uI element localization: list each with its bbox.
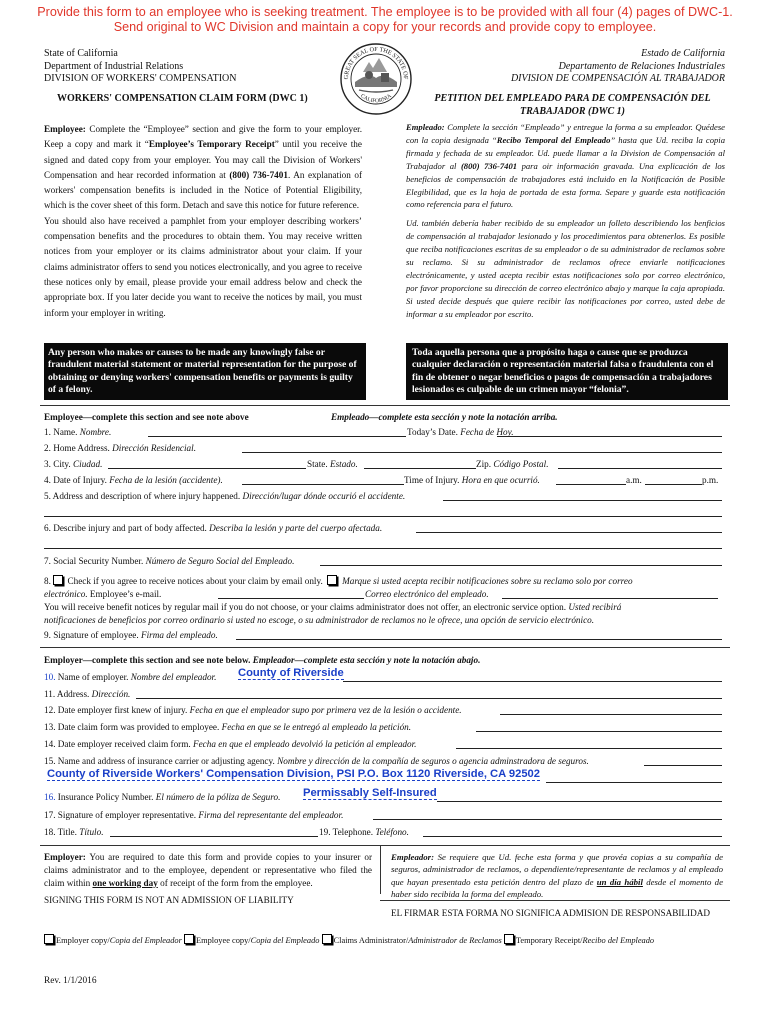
zip-field[interactable] bbox=[558, 468, 722, 469]
email-consent-checkbox[interactable] bbox=[53, 575, 63, 585]
form-title-en: WORKERS' COMPENSATION CLAIM FORM (DWC 1) bbox=[57, 93, 308, 104]
policy-number-field[interactable] bbox=[437, 801, 722, 802]
city-field[interactable] bbox=[108, 468, 306, 469]
label-date-employer-knew: 12. Date employer first knew of injury. Fecha en que el empleador supo por primera vez de la lesión o accidente. bbox=[44, 705, 462, 715]
claims-admin-copy-checkbox[interactable] bbox=[322, 934, 332, 944]
employer-name-field[interactable] bbox=[343, 681, 722, 682]
signing-disclaimer-es: EL FIRMAR ESTA FORMA NO SIGNIFICA ADMISION DE RESPONSABILIDAD bbox=[391, 908, 710, 918]
label-date-form-provided: 13. Date claim form was provided to employee. Fecha en que se le entregó al empleado la petición. bbox=[44, 722, 412, 732]
employee-email-field-es[interactable] bbox=[502, 598, 718, 599]
label-injury-description: 6. Describe injury and part of body affected. Describa la lesión y parte del cuerpo afectada. bbox=[44, 523, 383, 533]
date-form-received-field[interactable] bbox=[456, 748, 722, 749]
insurance-carrier-value[interactable]: County of Riverside Workers' Compensation Division, PSI P.O. Box 1120 Riverside, CA 92502 bbox=[47, 768, 541, 780]
label-name: 1. Name. Nombre. bbox=[44, 427, 112, 437]
header-left: State of California Department of Industrial Relations DIVISION OF WORKERS' COMPENSATION bbox=[44, 48, 237, 84]
employee-copy-checkbox[interactable] bbox=[184, 934, 194, 944]
am-pm-field[interactable] bbox=[645, 484, 702, 485]
employee-email-field[interactable] bbox=[218, 598, 364, 599]
label-state: State. Estado. bbox=[307, 459, 358, 469]
injury-location-field-2[interactable] bbox=[44, 516, 722, 517]
employer-section-heading: Employer—complete this section and see note below. Empleador—complete esta sección y note la notación abajo. bbox=[44, 655, 481, 665]
label-employee-signature: 9. Signature of employee. Firma del empleado. bbox=[44, 630, 218, 640]
fraud-warning-es: Toda aquella persona que a propósito haga o cause que se produzca cualquier declaración o representación material falsa o fraudulenta con el fin de obtener o negar beneficios o pagos de compensación a trabajadores lesionados es culpable de un crimen mayor “felonia”. bbox=[406, 343, 728, 400]
label-title: 18. Title. Título. bbox=[44, 827, 104, 837]
title-field[interactable] bbox=[110, 836, 318, 837]
california-seal-icon bbox=[339, 42, 413, 116]
injury-location-field[interactable] bbox=[443, 500, 722, 501]
home-address-field[interactable] bbox=[242, 452, 722, 453]
date-form-provided-field[interactable] bbox=[476, 731, 722, 732]
label-employer-name: 10. Name of employer. Nombre del empleador. bbox=[44, 672, 217, 682]
employer-note-en: Employer: You are required to date this form and provide copies to your insurer or claims administrator and to the employee, dependent or representative who filed the claim within one working day of receipt of the form from the employee. bbox=[44, 852, 372, 888]
injury-description-field[interactable] bbox=[416, 532, 722, 533]
label-time-of-injury: Time of Injury. Hora en que ocurrió. bbox=[404, 475, 540, 485]
label-zip: Zip. Código Postal. bbox=[476, 459, 549, 469]
signing-disclaimer-en: SIGNING THIS FORM IS NOT AN ADMISSION OF LIABILITY bbox=[44, 895, 294, 905]
label-am: a.m. bbox=[626, 475, 642, 485]
name-field[interactable] bbox=[148, 436, 406, 437]
intro-es: Empleado: Complete la sección “Empleado” y entregue la forma a su empleador. Quédese con la copia designada “Recibo Temporal del Empleado” hasta que Ud. reciba la copia firmada y fechada de su empleador. Ud. puede llamar a la Division de Compensación al Trabajador al (800) 736-7401 para oir información gravada. Una explicación de los beneficios de compensación de trabajadores está incluido en la Notificación de Posible Elegibilidad, que es la hoja de portada de esta forma. Separe y guarde esta notificación como referencia para el futuro. Ud. también debería haber recibido de su empleador un folleto describiendo los benficios de compensación al trabajador lesionado y los procedimientos para obtenerlos. Es posible que reciba notificaciones escritas de su empleador o de su administrador de reclamos sobre su reclamo. Si su administrador de reclamos ofrece enviarle notificaciones electrónicamente, y usted acepta recibir estas notificaciones solo por correo electrónico, por favor proporcione su dirección de correo electrónico abajo y marque la caja apropiada. Si usted decide después que quiere recibir las notificaciones por correo, usted debe de informar a su empleador por escrito. bbox=[406, 122, 725, 319]
label-todays-date: Today’s Date. Fecha de Hoy. bbox=[407, 427, 514, 437]
label-policy-number: 16. Insurance Policy Number. El número de la póliza de Seguro. bbox=[44, 792, 281, 802]
employer-rep-signature-field[interactable] bbox=[373, 819, 722, 820]
label-employee-email: electrónico. Employee’s e-mail. bbox=[44, 589, 162, 599]
fraud-warning-en: Any person who makes or causes to be made any knowingly false or fraudulent material statement or material representation for the purpose of obtaining or denying workers' compensation benefits or payments is guilty of a felony. bbox=[44, 343, 366, 400]
email-consent-checkbox-es[interactable] bbox=[327, 575, 337, 585]
label-telephone: 19. Telephone. Teléfono. bbox=[319, 827, 409, 837]
temporary-receipt-checkbox[interactable] bbox=[504, 934, 514, 944]
employee-signature-field[interactable] bbox=[236, 639, 722, 640]
label-city: 3. City. Ciudad. bbox=[44, 459, 103, 469]
electronic-service-note-2: notificaciones de beneficios por correo ordinario si usted no escoge, o su administrador de reclamos no le ofrece, una opción de servicio electrónico. bbox=[44, 615, 595, 625]
label-injury-location: 5. Address and description of where injury happened. Dirección/lugar dónde occurió el accidente. bbox=[44, 491, 406, 501]
label-date-form-received: 14. Date employer received claim form. Fecha en que el empleado devolvió la petición al empleador. bbox=[44, 739, 417, 749]
date-of-injury-field[interactable] bbox=[242, 484, 404, 485]
label-employer-rep-signature: 17. Signature of employer representative. Firma del representante del empleador. bbox=[44, 810, 344, 820]
intro-en: Employee: Complete the “Employee” section and give the form to your employer. Keep a copy and mark it “Employee’s Temporary Receipt” until you receive the signed and dated copy from your employer. You may call the Division of Workers' Compensation and hear recorded information at (800) 736-7401. An explanation of workers' compensation benefits is included in the Notice of Potential Eligibility, which is the cover sheet of this form. Detach and save this notice for future reference. You should also have received a pamphlet from your employer describing workers’ compensation benefits and the procedures to obtain them. You may receive written notices from your employer or its claims administrator about your claim. If your claims administrator offers to send you notices electronically, and you agree to receive these notices only by email, please provide your email address below and check the appropriate box. If you later decide you want to receive the notices by mail, you must inform your employer in writing. bbox=[44, 124, 362, 318]
label-home-address: 2. Home Address. Dirección Residencial. bbox=[44, 443, 196, 453]
label-insurance-carrier: 15. Name and address of insurance carrier or adjusting agency. Nombre y dirección de la compañía de seguros o agencia adminstradora de seguros. bbox=[44, 756, 589, 766]
injury-description-field-2[interactable] bbox=[44, 548, 722, 549]
svg-text:CALIFORNIA: CALIFORNIA bbox=[359, 93, 393, 105]
copy-distribution: Employer copy/Copia del Empleador Employee copy/Copia del Empleado Claims Administrator/Administrador de Reclamos Temporary Receipt/Recibo del Empleado bbox=[44, 934, 654, 947]
employer-copy-checkbox[interactable] bbox=[44, 934, 54, 944]
label-ssn: 7. Social Security Number. Número de Seguro Social del Empleado. bbox=[44, 556, 295, 566]
date-employer-knew-field[interactable] bbox=[500, 714, 722, 715]
employer-name-value[interactable]: County of Riverside bbox=[238, 667, 344, 679]
instruction-banner-line-1: Provide this form to an employee who is seeking treatment. The employee is to be provided with all four (4) pages of DWC-1. bbox=[37, 5, 733, 19]
telephone-field[interactable] bbox=[423, 836, 722, 837]
employer-note-es: Empleador: Se requiere que Ud. feche esta forma y que provéa copias a su compañía de seguros, administrador de reclamos, o dependiente/representante de reclamos y al empleado que hayan presentado esta petición dentro del plazo de un día hábil desde el momento de haber sido recibida la forma del empleado. bbox=[391, 852, 723, 900]
insurance-carrier-field-2[interactable] bbox=[546, 782, 722, 783]
instruction-banner-line-2: Send original to WC Division and maintain a copy for your records and provide copy to employee. bbox=[113, 20, 657, 34]
label-pm: p.m. bbox=[702, 475, 719, 485]
electronic-service-note-1: You will receive benefit notices by regular mail if you do not choose, or your claims administrator does not offer, an electronic service option. Usted recibirá bbox=[44, 602, 622, 612]
todays-date-field[interactable] bbox=[497, 436, 722, 437]
revision-date: Rev. 1/1/2016 bbox=[44, 976, 97, 986]
employee-section-heading-es: Empleado—complete esta sección y note la notación arriba. bbox=[331, 412, 558, 422]
time-of-injury-field[interactable] bbox=[556, 484, 626, 485]
ssn-field[interactable] bbox=[320, 565, 722, 566]
svg-text:GREAT SEAL OF THE STATE OF: GREAT SEAL OF THE STATE OF bbox=[342, 45, 410, 80]
insurance-carrier-field[interactable] bbox=[644, 765, 722, 766]
label-employee-email-es: Correo electrónico del empleado. bbox=[365, 589, 489, 599]
header-right: Estado de California Departamento de Relaciones Industriales DIVISION DE COMPENSACIÓN AL TRABAJADOR bbox=[510, 48, 725, 84]
employer-address-field[interactable] bbox=[136, 698, 722, 699]
form-title-es: PETITION DEL EMPLEADO PARA DE COMPENSACIÓN DEL TRABAJADOR (DWC 1) bbox=[434, 93, 711, 117]
email-consent-line: 8. Check if you agree to receive notices about your claim by email only. Marque si usted acepta recibir notificaciones sobre su reclamo solo por correo bbox=[44, 576, 633, 586]
policy-number-value[interactable]: Permissably Self-Insured bbox=[303, 787, 437, 799]
state-field[interactable] bbox=[364, 468, 476, 469]
label-employer-address: 11. Address. Dirección. bbox=[44, 689, 131, 699]
employee-section-heading-en: Employee—complete this section and see note above bbox=[44, 412, 249, 422]
label-date-of-injury: 4. Date of Injury. Fecha de la lesión (accidente). bbox=[44, 475, 223, 485]
